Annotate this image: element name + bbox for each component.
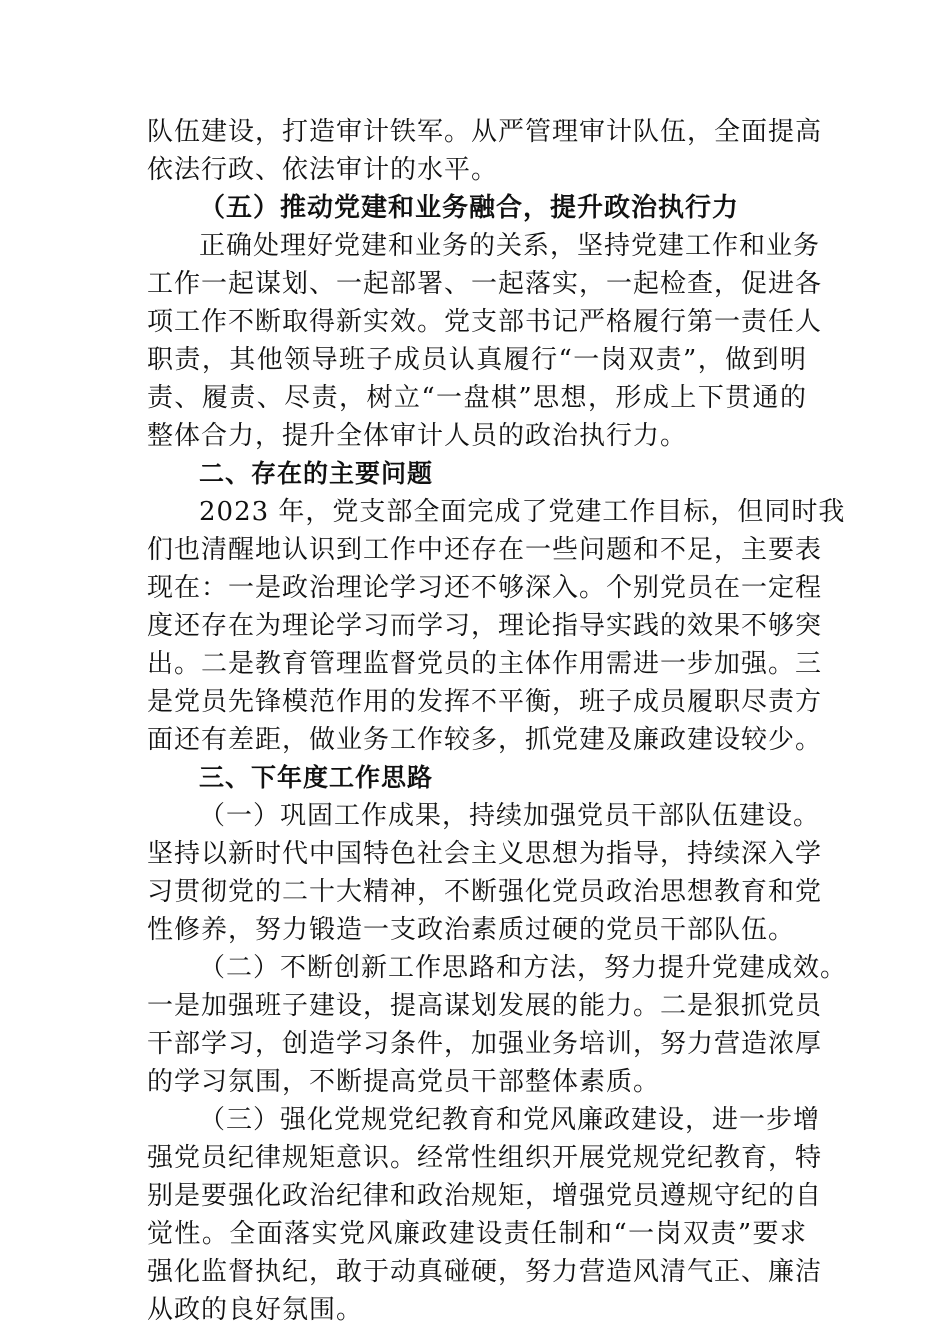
text-line: 别是要强化政治纪律和政治规矩，增强党员遵规守纪的自 [147,1181,823,1211]
text-line: 一是加强班子建设，提高谋划发展的能力。二是狠抓党员 [147,991,823,1021]
text-line: 习贯彻党的二十大精神，不断强化党员政治思想教育和党 [147,877,823,907]
text-line: 强党员纪律规矩意识。经常性组织开展党规党纪教育，特 [147,1143,823,1173]
text-line: 整体合力，提升全体审计人员的政治执行力。 [147,421,688,451]
document-page [147,113,848,1329]
text-line: 是党员先锋模范作用的发挥不平衡，班子成员履职尽责方 [147,687,823,717]
text-line: 现在：一是政治理论学习还不够深入。个别党员在一定程 [147,573,823,603]
text-line: （二）不断创新工作思路和方法，努力提升党建成效。 [199,953,848,983]
text-line: （一）巩固工作成果，持续加强党员干部队伍建设。 [199,801,821,831]
text-line: 性修养，努力锻造一支政治素质过硬的党员干部队伍。 [147,915,796,945]
text-line: 干部学习，创造学习条件，加强业务培训，努力营造浓厚 [147,1029,823,1059]
text-line: 责、履责、尽责，树立“一盘棋”思想，形成上下贯通的 [147,383,807,413]
text-line: 2023 年，党支部全面完成了党建工作目标，但同时我 [199,497,846,527]
text-line: 的学习氛围，不断提高党员干部整体素质。 [147,1067,661,1097]
text-line: 项工作不断取得新实效。党支部书记严格履行第一责任人 [147,307,823,337]
text-line: 强化监督执纪，敢于动真碰硬，努力营造风清气正、廉洁 [147,1257,823,1287]
text-line: 职责，其他领导班子成员认真履行“一岗双责”，做到明 [147,345,807,375]
text-line: （三）强化党规党纪教育和党风廉政建设，进一步增 [199,1105,821,1135]
section-subheading: （五）推动党建和业务融合，提升政治执行力 [199,193,740,223]
text-line: 依法行政、依法审计的水平。 [147,155,499,185]
text-line: 出。二是教育管理监督党员的主体作用需进一步加强。三 [147,649,823,679]
text-line: 正确处理好党建和业务的关系，坚持党建工作和业务 [199,231,821,261]
text-line: 度还存在为理论学习而学习，理论指导实践的效果不够突 [147,611,823,641]
text-line: 面还有差距，做业务工作较多，抓党建及廉政建设较少。 [147,725,823,755]
text-line: 坚持以新时代中国特色社会主义思想为指导，持续深入学 [147,839,823,869]
section-heading: 二、存在的主要问题 [199,459,434,488]
section-heading: 三、下年度工作思路 [199,763,434,792]
text-line: 工作一起谋划、一起部署、一起落实，一起检查，促进各 [147,269,823,299]
text-line: 们也清醒地认识到工作中还存在一些问题和不足，主要表 [147,535,823,565]
text-line: 从政的良好氛围。 [147,1295,364,1325]
text-line: 队伍建设，打造审计铁军。从严管理审计队伍，全面提高 [147,117,823,147]
text-line: 觉性。全面落实党风廉政建设责任制和“一岗双责”要求 [147,1219,807,1249]
